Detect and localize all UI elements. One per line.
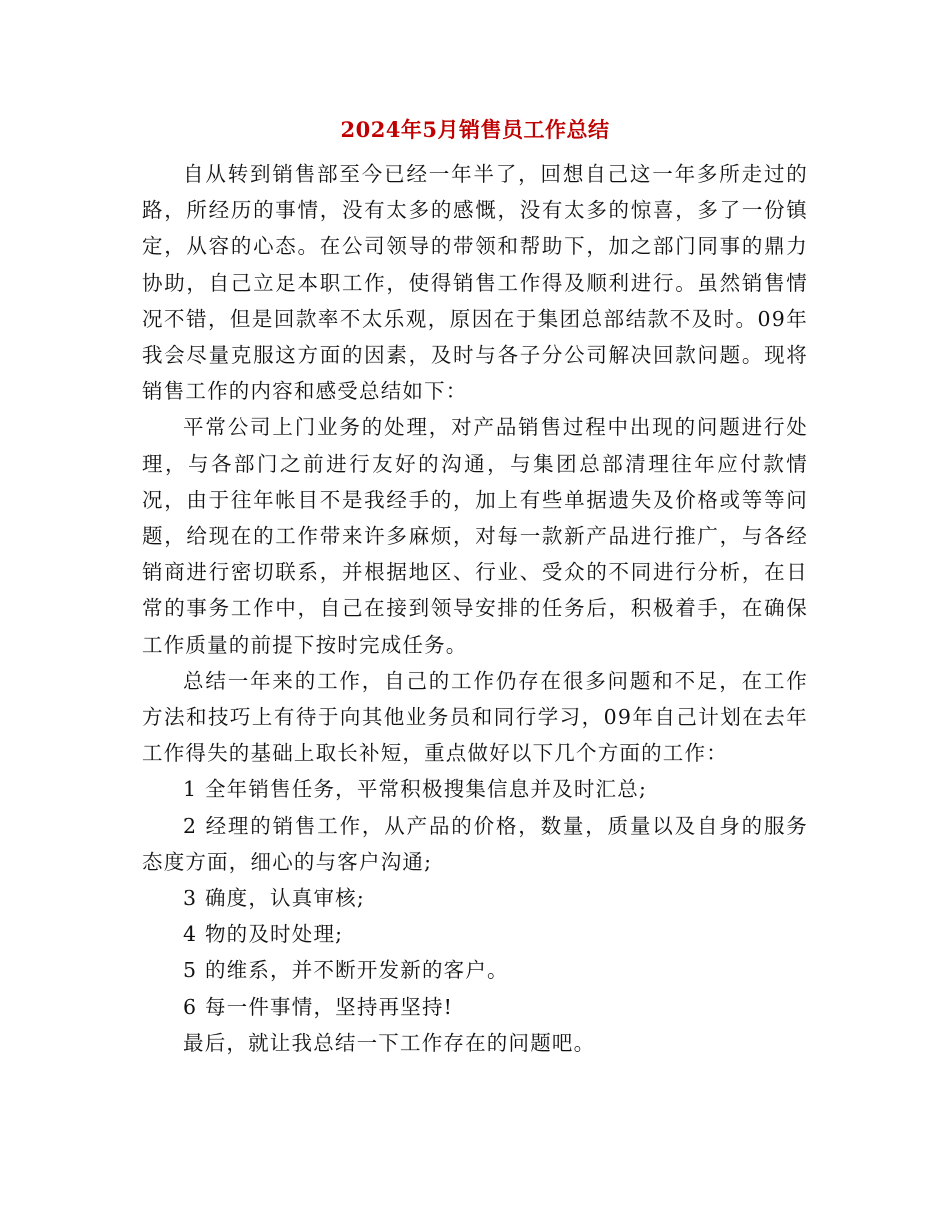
list-item-2: 2 经理的销售工作，从产品的价格，数量，质量以及自身的服务态度方面，细心的与客户沟通;: [142, 813, 808, 874]
paragraph-2: 平常公司上门业务的处理，对产品销售过程中出现的问题进行处理，与各部门之前进行友好的沟通，与集团总部清理往年应付款情况，由于往年帐目不是我经手的，加上有些单据遗失及价格或等等问题，给现在的工作带来许多麻烦，对每一款新产品进行推广，与各经销商进行密切联系，并根据地区、行业、受众的不同进行分析，在日常的事务工作中，自己在接到领导安排的任务后，积极着手，在确保工作质量的前提下按时完成任务。: [142, 415, 808, 657]
list-item-3: 3 确度，认真审核;: [183, 886, 365, 911]
document-body: [142, 156, 808, 1061]
closing-paragraph: 最后，就让我总结一下工作存在的问题吧。: [183, 1030, 596, 1055]
list-item-6: 6 每一件事情，坚持再坚持!: [183, 994, 454, 1019]
paragraph-3: 总结一年来的工作，自己的工作仍存在很多问题和不足，在工作方法和技巧上有待于向其他业务员和同行学习，09年自己计划在去年工作得失的基础上取长补短，重点做好以下几个方面的工作：: [142, 668, 808, 766]
document-title: 2024年5月销售员工作总结: [340, 117, 610, 142]
list-item-4: 4 物的及时处理;: [183, 922, 344, 947]
list-item-5: 5 的维系，并不断开发新的客户。: [183, 958, 509, 983]
list-item-1: 1 全年销售任务，平常积极搜集信息并及时汇总;: [183, 777, 648, 802]
paragraph-1: 自从转到销售部至今已经一年半了，回想自己这一年多所走过的路，所经历的事情，没有太多的感慨，没有太多的惊喜，多了一份镇定，从容的心态。在公司领导的带领和帮助下，加之部门同事的鼎力协助，自己立足本职工作，使得销售工作得及顺利进行。虽然销售情况不错，但是回款率不太乐观，原因在于集团总部结款不及时。09年我会尽量克服这方面的因素，及时与各子分公司解决回款问题。现将销售工作的内容和感受总结如下：: [142, 162, 808, 404]
